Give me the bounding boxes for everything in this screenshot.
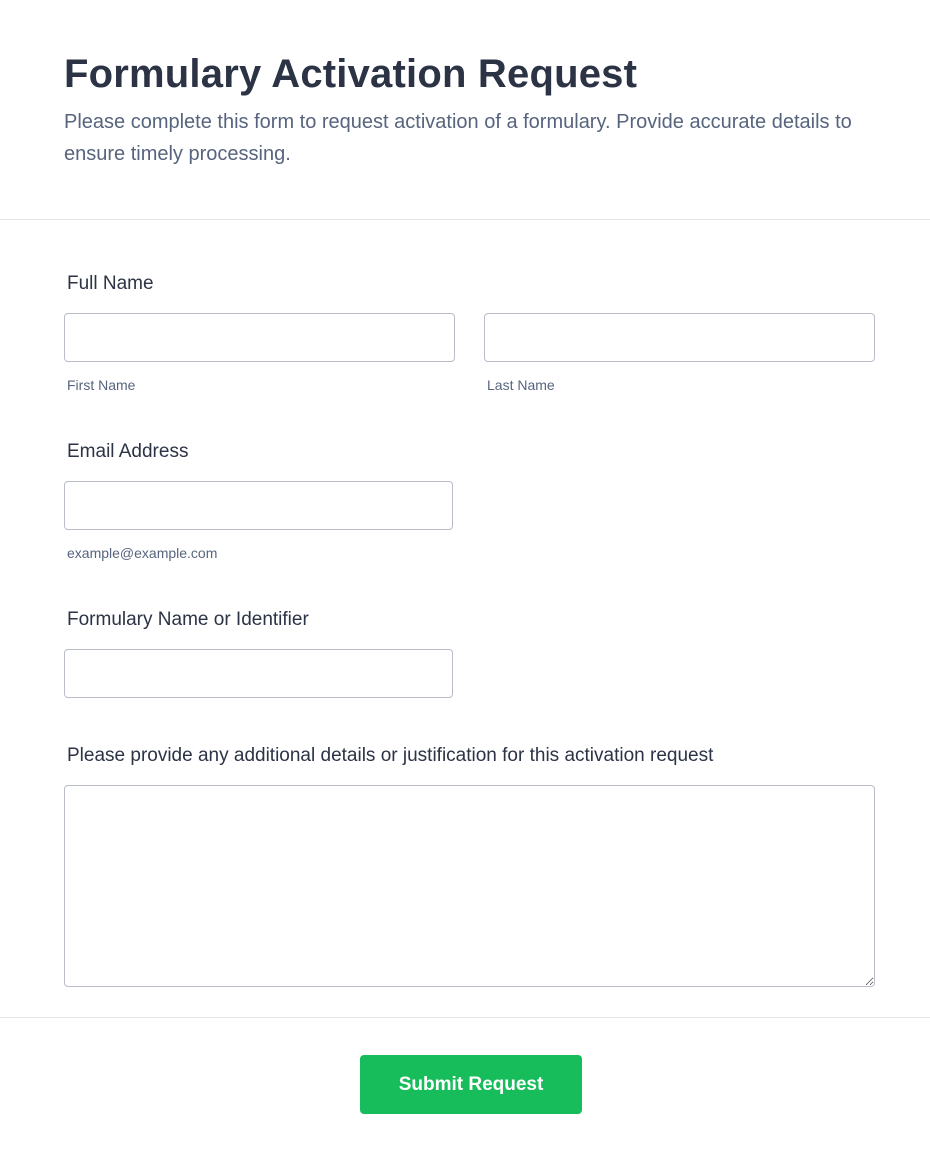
- first-name-sublabel: First Name: [67, 377, 136, 393]
- formulary-input[interactable]: [64, 649, 453, 698]
- last-name-sublabel: Last Name: [487, 377, 555, 393]
- details-textarea[interactable]: [64, 785, 875, 987]
- form-header: [0, 0, 930, 220]
- email-label: Email Address: [67, 441, 189, 462]
- full-name-label: Full Name: [67, 273, 154, 294]
- email-sublabel: example@example.com: [67, 545, 218, 561]
- submit-button[interactable]: Submit Request: [360, 1055, 582, 1114]
- footer-divider: [0, 1017, 930, 1018]
- email-input[interactable]: [64, 481, 453, 530]
- first-name-input[interactable]: [64, 313, 455, 362]
- formulary-label: Formulary Name or Identifier: [67, 609, 309, 630]
- form-description: Please complete this form to request activation of a formulary. Provide accurate details to ensure timely processing.: [64, 111, 852, 165]
- details-label: Please provide any additional details or justification for this activation request: [67, 745, 714, 766]
- form-title: Formulary Activation Request: [64, 52, 638, 96]
- last-name-input[interactable]: [484, 313, 875, 362]
